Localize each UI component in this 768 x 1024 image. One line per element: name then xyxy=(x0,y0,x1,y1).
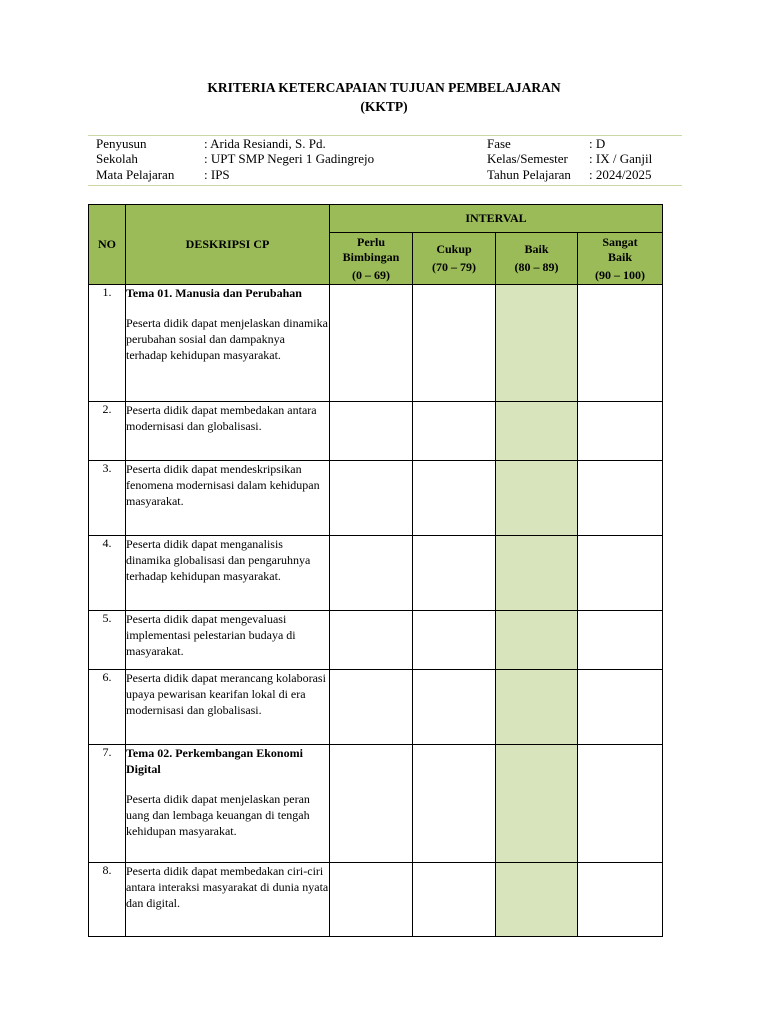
cukup-cell[interactable] xyxy=(413,745,496,863)
row-description xyxy=(126,745,330,863)
header-cukup: Cukup (70 – 79) xyxy=(413,233,496,285)
sangat-baik-cell[interactable] xyxy=(578,461,663,536)
cp-text: Peserta didik dapat menjelaskan peran uang dan lembaga keuangan di tengah kehidupan masyarakat. xyxy=(126,792,310,838)
table-row xyxy=(89,745,663,863)
mapel-label: Mata Pelajaran xyxy=(96,167,175,182)
row-number: 3. xyxy=(89,461,126,536)
cukup-cell[interactable] xyxy=(413,611,496,670)
fase-value: : D xyxy=(589,136,606,151)
sangat-baik-cell[interactable] xyxy=(578,863,663,937)
identity-block xyxy=(88,135,682,186)
row-description xyxy=(126,611,330,670)
baik-cell[interactable] xyxy=(496,402,578,461)
baik-cell[interactable] xyxy=(496,863,578,937)
header-interval: INTERVAL xyxy=(330,205,663,233)
mapel-value: : IPS xyxy=(204,167,230,182)
perlu-bimbingan-cell[interactable] xyxy=(330,670,413,745)
row-description xyxy=(126,461,330,536)
perlu-bimbingan-cell[interactable] xyxy=(330,745,413,863)
cp-text: Peserta didik dapat menganalisis dinamika globalisasi dan pengaruhnya terhadap kehidupan masyarakat. xyxy=(126,537,311,583)
cp-text: Peserta didik dapat merancang kolaborasi upaya pewarisan kearifan lokal di era modernisasi dan globalisasi. xyxy=(126,671,326,717)
table-row xyxy=(89,863,663,937)
sekolah-value: : UPT SMP Negeri 1 Gadingrejo xyxy=(204,151,375,166)
row-description xyxy=(126,402,330,461)
perlu-bimbingan-cell[interactable] xyxy=(330,402,413,461)
sangat-baik-cell[interactable] xyxy=(578,670,663,745)
row-number: 5. xyxy=(89,611,126,670)
cukup-cell[interactable] xyxy=(413,285,496,402)
cukup-cell[interactable] xyxy=(413,461,496,536)
baik-cell[interactable] xyxy=(496,536,578,611)
perlu-bimbingan-cell[interactable] xyxy=(330,863,413,937)
table-row xyxy=(89,285,663,402)
table-row xyxy=(89,536,663,611)
topic-title: Tema 02. Perkembangan Ekonomi Digital xyxy=(126,746,303,776)
tahun-value: : 2024/2025 xyxy=(589,167,652,182)
perlu-bimbingan-cell[interactable] xyxy=(330,461,413,536)
perlu-bimbingan-cell[interactable] xyxy=(330,285,413,402)
row-number: 2. xyxy=(89,402,126,461)
baik-cell[interactable] xyxy=(496,745,578,863)
baik-cell[interactable] xyxy=(496,461,578,536)
document-title: KRITERIA KETERCAPAIAN TUJUAN PEMBELAJARAN xyxy=(207,80,561,95)
cp-text: Peserta didik dapat mengevaluasi implementasi pelestarian budaya di masyarakat. xyxy=(126,612,296,658)
row-number: 6. xyxy=(89,670,126,745)
cp-text: Peserta didik dapat menjelaskan dinamika perubahan sosial dan dampaknya terhadap kehidupan masyarakat. xyxy=(126,316,328,362)
header-perlu-bimbingan: Perlu Bimbingan (0 – 69) xyxy=(330,233,413,285)
penyusun-value: : Arida Resiandi, S. Pd. xyxy=(204,136,326,151)
baik-cell[interactable] xyxy=(496,670,578,745)
cukup-cell[interactable] xyxy=(413,402,496,461)
table-row xyxy=(89,670,663,745)
kelas-label: Kelas/Semester xyxy=(487,151,568,166)
table-row xyxy=(89,461,663,536)
cp-text: Peserta didik dapat membedakan ciri-ciri antara interaksi masyarakat di dunia nyata dan digital. xyxy=(126,864,329,910)
row-description xyxy=(126,670,330,745)
sekolah-label: Sekolah xyxy=(96,151,138,166)
row-description xyxy=(126,536,330,611)
perlu-bimbingan-cell[interactable] xyxy=(330,611,413,670)
table-row xyxy=(89,402,663,461)
baik-cell[interactable] xyxy=(496,285,578,402)
row-number: 8. xyxy=(89,863,126,937)
header-sangat-baik: Sangat Baik (90 – 100) xyxy=(578,233,663,285)
header-deskripsi-cp: DESKRIPSI CP xyxy=(126,205,330,285)
perlu-bimbingan-cell[interactable] xyxy=(330,536,413,611)
row-number: 4. xyxy=(89,536,126,611)
cukup-cell[interactable] xyxy=(413,536,496,611)
kelas-value: : IX / Ganjil xyxy=(589,151,653,166)
row-number: 1. xyxy=(89,285,126,402)
baik-cell[interactable] xyxy=(496,611,578,670)
sangat-baik-cell[interactable] xyxy=(578,536,663,611)
kktp-table xyxy=(88,204,663,937)
table-row xyxy=(89,611,663,670)
sangat-baik-cell[interactable] xyxy=(578,285,663,402)
row-description xyxy=(126,863,330,937)
cukup-cell[interactable] xyxy=(413,670,496,745)
sangat-baik-cell[interactable] xyxy=(578,745,663,863)
sangat-baik-cell[interactable] xyxy=(578,611,663,670)
sangat-baik-cell[interactable] xyxy=(578,402,663,461)
header-baik: Baik (80 – 89) xyxy=(496,233,578,285)
penyusun-label: Penyusun xyxy=(96,136,147,151)
cp-text: Peserta didik dapat membedakan antara modernisasi dan globalisasi. xyxy=(126,403,317,433)
fase-label: Fase xyxy=(487,136,511,151)
cp-text: Peserta didik dapat mendeskripsikan fenomena modernisasi dalam kehidupan masyarakat. xyxy=(126,462,320,508)
cukup-cell[interactable] xyxy=(413,863,496,937)
document-subtitle: (KKTP) xyxy=(360,99,408,114)
header-no: NO xyxy=(89,205,126,285)
topic-title: Tema 01. Manusia dan Perubahan xyxy=(126,286,302,300)
row-description xyxy=(126,285,330,402)
row-number: 7. xyxy=(89,745,126,863)
tahun-label: Tahun Pelajaran xyxy=(487,167,571,182)
